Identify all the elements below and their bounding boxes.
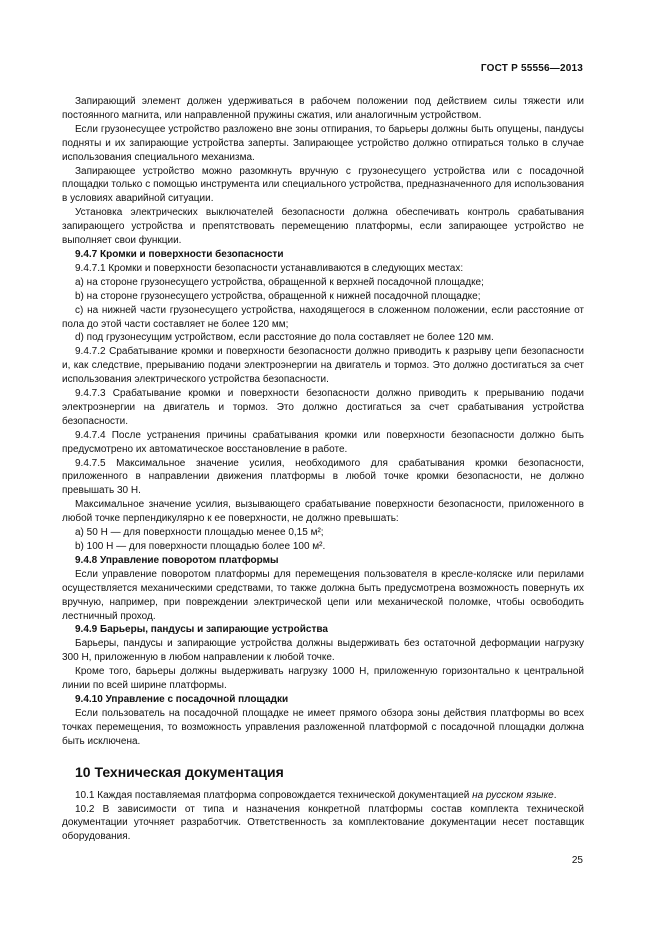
document-body bbox=[62, 95, 584, 844]
page-number: 25 bbox=[571, 855, 583, 866]
paragraph: Запирающее устройство можно разомкнуть вручную с грузонесущего устройства или с посадочной площадки только с помощью инструмента или специального устройства, предназначенного для использования в условиях аварийной ситуации. bbox=[62, 165, 584, 205]
paragraph-text: . bbox=[553, 789, 557, 801]
list-item: d) под грузонесущим устройством, если расстояние до пола составляет не более 120 мм. bbox=[75, 332, 494, 344]
paragraph: Если грузонесущее устройство разложено вне зоны отпирания, то барьеры должны быть опущены, пандусы подняты и их запирающие устройства заперты. Запирающее устройство должно отпираться только в случае использования специального механизма. bbox=[62, 123, 584, 163]
paragraph: Установка электрических выключателей безопасности должна обеспечивать контроль срабатывания запирающего устройства и препятствовать перемещению платформы, если запирающее устройство не выполняет свои функции. bbox=[62, 207, 584, 247]
paragraph: 9.4.7.5 Максимальное значение усилия, необходимого для срабатывания кромки безопасности, приложенного в направлении движения платформы в любой точке кромки безопасности, не должно превышать 30 Н. bbox=[62, 457, 584, 497]
heading-9-4-7: 9.4.7 Кромки и поверхности безопасности bbox=[75, 248, 284, 260]
section-title-10: 10 Техническая документация bbox=[75, 763, 284, 780]
emphasis-text: на русском языке bbox=[472, 789, 554, 801]
heading-9-4-10: 9.4.10 Управление с посадочной площадки bbox=[75, 693, 289, 705]
list-item: c) на нижней части грузонесущего устройства, находящегося в сложенном положении, если расстояние от пола до этой части составляет не более 120 мм; bbox=[62, 304, 584, 330]
paragraph: Запирающий элемент должен удерживаться в рабочем положении под действием силы тяжести или постоянного магнита, или направленной пружины сжатия, или аналогичным устройством. bbox=[62, 96, 584, 121]
list-item: a) на стороне грузонесущего устройства, обращенной к верхней посадочной площадке; bbox=[75, 276, 484, 288]
paragraph: Барьеры, пандусы и запирающие устройства должны выдерживать без остаточной деформации нагрузку 300 Н, приложенную в любом направлении к любой точке. bbox=[62, 638, 584, 664]
paragraph: 10.2 В зависимости от типа и назначения конкретной платформы состав комплекта технической документации уточняет разработчик. Ответственность за комплектование документации несет поставщик оборудования. bbox=[62, 803, 584, 843]
list-item: b) на стороне грузонесущего устройства, обращенной к нижней посадочной площадке; bbox=[75, 290, 481, 302]
list-item: b) 100 Н — для поверхности площадью более 100 м². bbox=[75, 541, 326, 552]
heading-9-4-8: 9.4.8 Управление поворотом платформы bbox=[75, 554, 279, 566]
paragraph: 9.4.7.1 Кромки и поверхности безопасности устанавливаются в следующих местах: bbox=[75, 262, 464, 274]
paragraph-10-1 bbox=[62, 789, 584, 803]
list-item: a) 50 Н — для поверхности площадью менее 0,15 м²; bbox=[75, 527, 324, 539]
standard-header: ГОСТ Р 55556—2013 bbox=[480, 63, 583, 74]
paragraph: Максимальное значение усилия, вызывающего срабатывание поверхности безопасности, приложенного в любой точке перпендикулярно к ее поверхности, не должно превышать: bbox=[62, 499, 584, 525]
paragraph-text: 10.1 Каждая поставляемая платформа сопровождается технической документацией bbox=[75, 789, 473, 801]
paragraph: 9.4.7.4 После устранения причины срабатывания кромки или поверхности безопасности должно быть предусмотрено их автоматическое восстановление в работе. bbox=[62, 429, 584, 455]
paragraph: 9.4.7.3 Срабатывание кромки и поверхности безопасности должно приводить к прерыванию подачи электроэнергии на двигатель и тормоз. Это должно достигаться за счет срабатывания устройства безопасности. bbox=[62, 388, 584, 427]
paragraph: 9.4.7.2 Срабатывание кромки и поверхности безопасности должно приводить к разрыву цепи безопасности и, как следствие, прерыванию подачи электроэнергии на двигатель и тормоз. Это должно достигаться за счет использования электрического устройства безопасности. bbox=[62, 346, 584, 386]
heading-9-4-9: 9.4.9 Барьеры, пандусы и запирающие устройства bbox=[75, 624, 328, 636]
paragraph: Если управление поворотом платформы для перемещения пользователя в кресле-коляске или перилами осуществляется механическими средствами, то также должна быть предусмотрена возможность повернуть их вручную, например, при повреждении электрической цепи или механической поломке, чтобы освободить лестничный проход. bbox=[62, 568, 584, 622]
paragraph: Кроме того, барьеры должны выдерживать нагрузку 1000 Н, приложенную горизонтально к центральной линии по всей ширине платформы. bbox=[62, 666, 584, 692]
paragraph: Если пользователь на посадочной площадке не имеет прямого обзора зоны действия платформы во всех точках перемещения, то возможность управления разложенной платформой с посадочной площадки должна быть исключена. bbox=[62, 707, 584, 747]
